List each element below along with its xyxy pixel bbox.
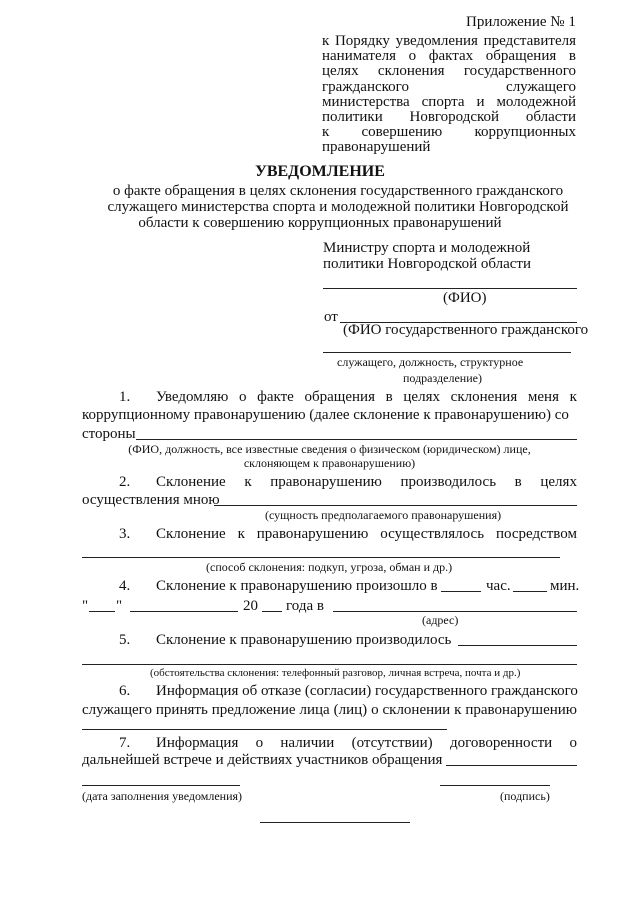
- item-number: 4.: [119, 578, 131, 594]
- item-7-line: дальнейшей встрече и действиях участников обращения: [82, 752, 443, 768]
- appendix-title: Приложение № 1: [466, 14, 576, 30]
- heading-subtitle-line: о факте обращения в целях склонения государственного гражданского: [112, 183, 564, 199]
- item-1-line: стороны: [82, 426, 136, 442]
- from-line-2[interactable]: [323, 352, 571, 353]
- addressee-line: политики Новгородской области: [323, 256, 531, 272]
- date-caption: (дата заполнения уведомления): [82, 789, 243, 803]
- item-number: 1.: [119, 389, 131, 405]
- appendix-line: политики Новгородской области: [322, 109, 576, 126]
- item-1-line: коррупционному правонарушению (далее склонение к правонарушению) со: [82, 407, 569, 423]
- item-number: 7.: [119, 735, 131, 751]
- year-field[interactable]: [262, 611, 282, 612]
- item-5-text: Склонение к правонарушению производилось: [156, 632, 452, 648]
- bottom-separator: [260, 822, 410, 823]
- fio-line[interactable]: [323, 288, 577, 289]
- item-7-line: Информация о наличии (отсутствии) договоренности о: [156, 735, 577, 751]
- quote-close: ": [116, 598, 123, 614]
- from-caption: (ФИО государственного гражданского: [343, 322, 589, 338]
- signature-caption: (подпись): [500, 789, 550, 803]
- appendix-line: к Порядку уведомления представителя: [322, 33, 576, 49]
- appendix-line: правонарушений: [322, 139, 431, 156]
- appendix-text: [322, 34, 576, 156]
- agreement-field[interactable]: [446, 765, 577, 766]
- refusal-line[interactable]: [82, 729, 447, 730]
- item-3-line: Склонение к правонарушению осуществлялось посредством: [156, 526, 577, 542]
- item-1-caption: склоняющем к правонарушению): [243, 456, 416, 470]
- appendix-line: к совершению коррупционных: [322, 124, 576, 141]
- appendix-line: гражданского служащего: [322, 78, 576, 95]
- appendix-line: нанимателя о фактах обращения в: [322, 48, 576, 65]
- item-6-line: служащего принять предложение лица (лиц) о склонении к правонарушению: [82, 702, 577, 718]
- year-suffix: года в: [286, 598, 324, 614]
- item-1-line: Уведомляю о факте обращения в целях склонения меня к: [156, 389, 577, 405]
- document-title: УВЕДОМЛЕНИЕ: [255, 163, 385, 180]
- perpetrator-line[interactable]: [136, 439, 577, 440]
- item-2-line: осуществления мною: [82, 492, 220, 508]
- item-1-caption: (ФИО, должность, все известные сведения о физическом (юридическом) лице,: [128, 442, 531, 456]
- quote-open: ": [82, 598, 89, 614]
- date-field[interactable]: [82, 785, 240, 786]
- from-caption: подразделение): [403, 371, 482, 385]
- month-field[interactable]: [130, 611, 238, 612]
- minute-label: мин.: [550, 578, 580, 594]
- from-caption: служащего, должность, структурное: [337, 355, 524, 369]
- item-2-caption: (сущность предполагаемого правонарушения): [265, 508, 502, 522]
- address-field[interactable]: [333, 611, 577, 612]
- from-label: от: [324, 309, 338, 325]
- day-field[interactable]: [89, 611, 115, 612]
- circumstances-line[interactable]: [82, 664, 577, 665]
- item-2-line: Склонение к правонарушению производилось в целях: [156, 474, 577, 490]
- minute-field[interactable]: [513, 591, 547, 592]
- address-caption: (адрес): [422, 613, 459, 627]
- appendix-line: целях склонения государственного: [322, 63, 576, 80]
- circumstances-field[interactable]: [458, 645, 577, 646]
- heading-subtitle-line: служащего министерства спорта и молодежной политики Новгородской: [107, 199, 569, 215]
- purpose-line[interactable]: [214, 505, 577, 506]
- fio-caption: (ФИО): [443, 290, 487, 306]
- item-number: 5.: [119, 632, 131, 648]
- item-number: 3.: [119, 526, 131, 542]
- item-6-line: Информация об отказе (согласии) государственного гражданского: [156, 683, 578, 699]
- addressee-line: Министру спорта и молодежной: [323, 240, 531, 256]
- appendix-line: министерства спорта и молодежной: [322, 93, 576, 110]
- item-3-caption: (способ склонения: подкуп, угроза, обман и др.): [206, 560, 453, 574]
- hour-label: час.: [486, 578, 511, 594]
- item-number: 6.: [119, 683, 131, 699]
- signature-field[interactable]: [440, 785, 550, 786]
- hour-field[interactable]: [441, 591, 481, 592]
- item-4-text: Склонение к правонарушению произошло в: [156, 578, 438, 594]
- method-line[interactable]: [82, 557, 560, 558]
- year-label: 20: [243, 598, 258, 614]
- item-number: 2.: [119, 474, 131, 490]
- heading-subtitle-line: области к совершению коррупционных правонарушений: [138, 215, 502, 231]
- item-5-caption: (обстоятельства склонения: телефонный разговор, личная встреча, почта и др.): [150, 667, 521, 679]
